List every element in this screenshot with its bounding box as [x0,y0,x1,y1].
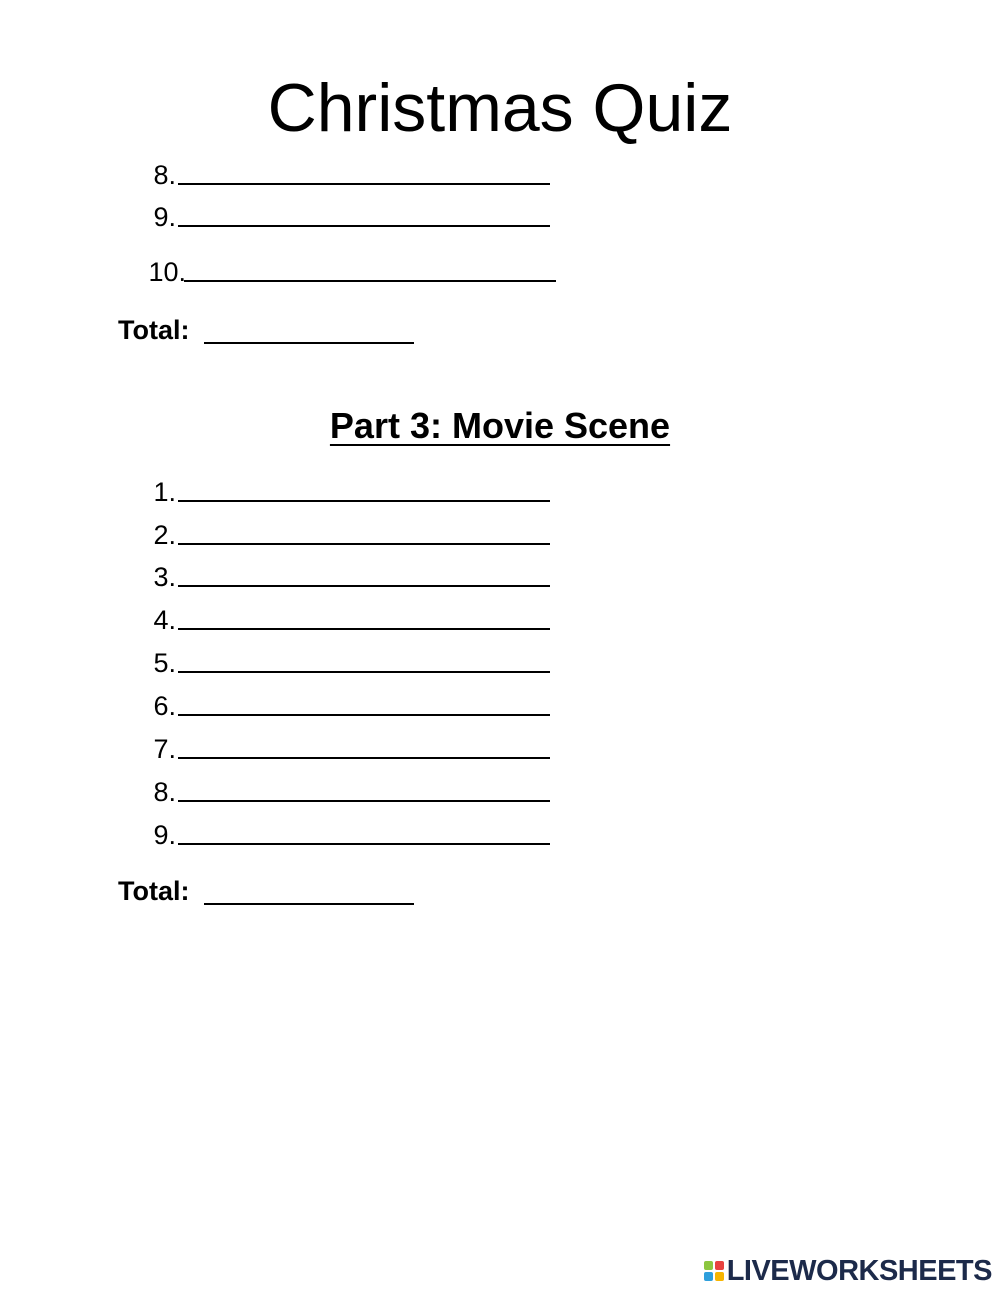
total-blank[interactable] [204,342,414,344]
answer-number: 1. [153,477,176,507]
section-heading [0,402,1000,450]
answer-number: 10. [148,257,186,287]
answer-number: 9. [153,202,176,232]
answer-row [120,603,550,637]
answer-blank[interactable] [178,225,550,227]
answer-number: 8. [153,160,176,190]
answer-blank[interactable] [178,543,550,545]
answer-number: 6. [153,691,176,721]
answer-blank[interactable] [178,183,550,185]
answer-blank[interactable] [178,757,550,759]
logo-square [704,1261,713,1270]
section-heading-text: Part 3: Movie Scene [329,405,671,446]
answer-row [120,560,550,594]
answer-number: 8. [153,777,176,807]
total-blank[interactable] [204,903,414,905]
liveworksheets-logo [704,1253,992,1289]
logo-square [715,1272,724,1281]
logo-icon [704,1261,724,1281]
answer-row [120,732,550,766]
answer-row [120,689,550,723]
answer-blank[interactable] [184,280,556,282]
answer-blank[interactable] [178,628,550,630]
answer-row [120,200,550,234]
part2-total [118,312,189,348]
answer-row [120,475,550,509]
page-title: Christmas Quiz [267,70,733,146]
answer-number: 5. [153,648,176,678]
answer-row [120,158,550,192]
answer-blank[interactable] [178,671,550,673]
part3-total [118,873,189,909]
answer-blank[interactable] [178,714,550,716]
answer-row [120,518,550,552]
answer-number: 4. [153,605,176,635]
answer-number: 7. [153,734,176,764]
answer-blank[interactable] [178,500,550,502]
logo-text: LIVEWORKSHEETS [726,1254,992,1287]
total-label: Total: [118,876,190,906]
answer-blank[interactable] [178,843,550,845]
answer-number: 2. [153,520,176,550]
answer-row [120,818,550,852]
answer-row [120,255,556,289]
answer-row [120,775,550,809]
answer-blank[interactable] [178,585,550,587]
logo-square [704,1272,713,1281]
answer-number: 9. [153,820,176,850]
answer-row [120,646,550,680]
logo-square [715,1261,724,1270]
total-label: Total: [118,315,190,345]
answer-number: 3. [153,562,176,592]
answer-blank[interactable] [178,800,550,802]
